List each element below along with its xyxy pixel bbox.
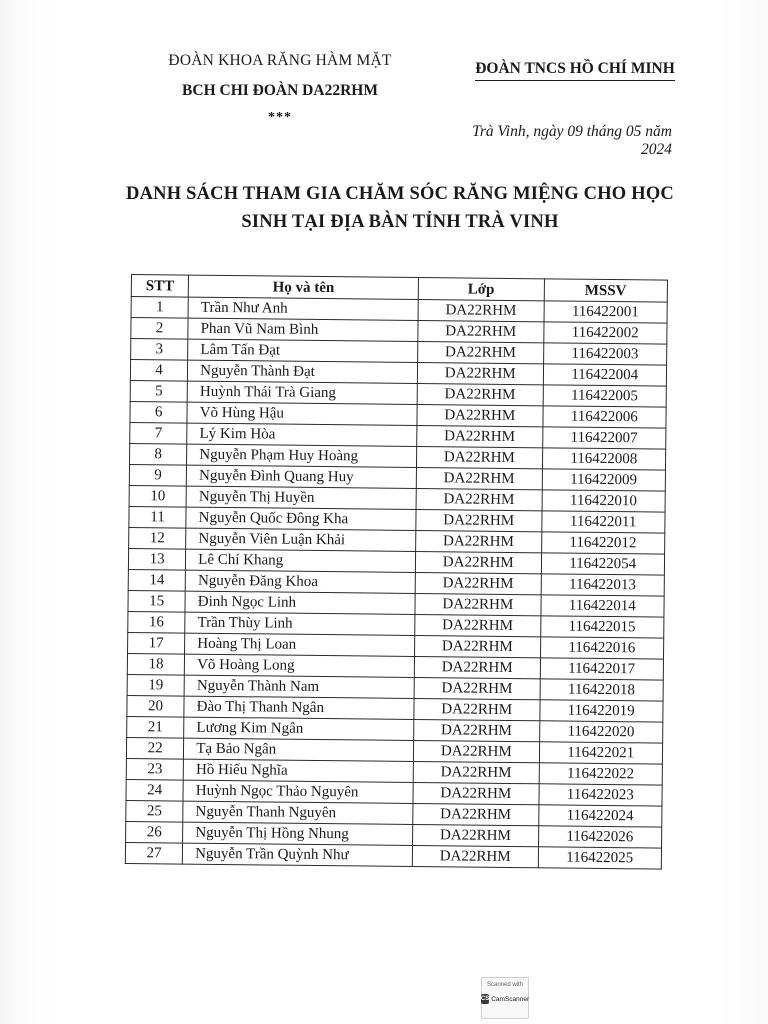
class-code: DA22RHM (415, 572, 541, 594)
class-code: DA22RHM (413, 761, 539, 783)
student-name: Nguyễn Đăng Khoa (185, 570, 415, 593)
class-code: DA22RHM (417, 447, 543, 469)
student-name: Nguyễn Quốc Đông Kha (186, 507, 416, 530)
row-number: 23 (126, 758, 183, 780)
branch-committee-name: BCH CHI ĐOÀN DA22RHM (182, 82, 378, 99)
row-number: 15 (128, 590, 185, 612)
row-number: 7 (130, 422, 187, 444)
student-id: 116422003 (543, 343, 667, 365)
student-name: Nguyễn Thanh Nguyên (183, 801, 413, 824)
student-id: 116422002 (543, 322, 667, 344)
student-id: 116422018 (540, 679, 664, 701)
class-code: DA22RHM (417, 363, 543, 385)
student-name: Đinh Ngọc Linh (185, 591, 415, 614)
class-code: DA22RHM (412, 845, 538, 867)
student-id: 116422004 (543, 364, 667, 386)
row-number: 18 (127, 653, 184, 675)
column-header-student-id: MSSV (544, 279, 668, 302)
row-number: 26 (126, 821, 183, 843)
student-name: Huỳnh Thái Trà Giang (187, 381, 417, 404)
student-id: 116422007 (542, 427, 666, 449)
student-id: 116422009 (542, 469, 666, 491)
student-name: Võ Hoàng Long (185, 654, 415, 677)
student-name: Lý Kim Hòa (187, 423, 417, 446)
title-line-2: SINH TẠI ĐỊA BÀN TỈNH TRÀ VINH (241, 212, 559, 232)
student-name: Nguyễn Thành Đạt (188, 360, 418, 383)
row-number: 27 (125, 842, 182, 864)
row-number: 8 (130, 443, 187, 465)
student-id: 116422019 (539, 700, 663, 722)
student-id: 116422024 (538, 805, 662, 827)
student-id: 116422006 (542, 406, 666, 428)
class-code: DA22RHM (417, 405, 543, 427)
row-number: 12 (129, 527, 186, 549)
student-name: Nguyễn Đình Quang Huy (186, 465, 416, 488)
student-id: 116422021 (539, 742, 663, 764)
student-name: Nguyễn Viên Luận Khải (186, 528, 416, 551)
row-number: 13 (128, 548, 185, 570)
participant-table (125, 274, 668, 870)
student-id: 116422017 (540, 658, 664, 680)
student-name: Lê Chí Khang (186, 549, 416, 572)
student-id: 116422001 (544, 301, 668, 323)
class-code: DA22RHM (414, 719, 540, 741)
class-code: DA22RHM (413, 782, 539, 804)
student-name: Trần Như Anh (188, 297, 418, 320)
student-id: 116422054 (541, 553, 665, 575)
class-code: DA22RHM (418, 342, 544, 364)
youth-union-name: ĐOÀN TNCS HỒ CHÍ MINH (475, 60, 675, 81)
header-left-block (150, 52, 410, 126)
row-number: 24 (126, 779, 183, 801)
row-number: 4 (130, 360, 187, 382)
class-code: DA22RHM (415, 614, 541, 636)
student-name: Phan Vũ Nam Bình (188, 318, 418, 341)
student-name: Tạ Bảo Ngân (184, 738, 414, 761)
title-line-1: DANH SÁCH THAM GIA CHĂM SÓC RĂNG MIỆNG CHO HỌC (126, 184, 674, 204)
row-number: 22 (126, 737, 183, 759)
student-id: 116422014 (540, 595, 664, 617)
class-code: DA22RHM (414, 698, 540, 720)
row-number: 6 (130, 401, 187, 423)
student-id: 116422005 (543, 385, 667, 407)
class-code: DA22RHM (416, 488, 542, 510)
row-number: 9 (129, 464, 186, 486)
student-id: 116422023 (538, 784, 662, 806)
camscanner-watermark (481, 977, 529, 1019)
table-body (125, 297, 667, 870)
row-number: 3 (131, 339, 188, 361)
student-name: Nguyễn Thị Huyền (186, 486, 416, 509)
row-number: 19 (127, 674, 184, 696)
student-name: Đào Thị Thanh Ngân (184, 696, 414, 719)
student-id: 116422012 (541, 532, 665, 554)
student-id: 116422015 (540, 616, 664, 638)
header-right-block (440, 60, 710, 159)
row-number: 2 (131, 318, 188, 340)
row-number: 20 (127, 695, 184, 717)
column-header-name: Họ và tên (188, 275, 418, 299)
class-code: DA22RHM (417, 384, 543, 406)
separator-stars: *** (268, 110, 292, 125)
class-code: DA22RHM (415, 593, 541, 615)
student-id: 116422022 (539, 763, 663, 785)
column-header-stt: STT (131, 275, 188, 298)
student-id: 116422025 (538, 847, 662, 869)
student-name: Hồ Hiếu Nghĩa (183, 759, 413, 782)
camscanner-brand-row (482, 994, 528, 1004)
camscanner-brand-label: CamScanner (491, 995, 530, 1003)
faculty-union-name: ĐOÀN KHOA RĂNG HÀM MẶT (168, 52, 392, 69)
column-header-class: Lớp (418, 278, 544, 301)
class-code: DA22RHM (418, 321, 544, 343)
student-id: 116422016 (540, 637, 664, 659)
student-name: Nguyễn Thị Hồng Nhung (183, 822, 413, 845)
student-id: 116422020 (539, 721, 663, 743)
student-name: Lâm Tấn Đạt (188, 339, 418, 362)
row-number: 17 (128, 632, 185, 654)
scanned-with-label: Scanned with (486, 982, 524, 988)
student-id: 116422008 (542, 448, 666, 470)
class-code: DA22RHM (413, 824, 539, 846)
row-number: 11 (129, 506, 186, 528)
document-date: Trà Vinh, ngày 09 tháng 05 năm 2024 (472, 123, 672, 158)
row-number: 25 (126, 800, 183, 822)
student-name: Võ Hùng Hậu (187, 402, 417, 425)
class-code: DA22RHM (416, 530, 542, 552)
class-code: DA22RHM (416, 468, 542, 490)
class-code: DA22RHM (413, 803, 539, 825)
row-number: 16 (128, 611, 185, 633)
row-number: 5 (130, 380, 187, 402)
student-id: 116422011 (541, 511, 665, 533)
student-name: Lương Kim Ngân (184, 717, 414, 740)
student-name: Nguyễn Thành Nam (184, 675, 414, 698)
class-code: DA22RHM (414, 677, 540, 699)
row-number: 21 (127, 716, 184, 738)
student-name: Huỳnh Ngọc Thảo Nguyên (183, 780, 413, 803)
student-name: Nguyễn Trần Quỳnh Như (183, 843, 413, 866)
class-code: DA22RHM (415, 551, 541, 573)
class-code: DA22RHM (418, 300, 544, 322)
student-name: Hoàng Thị Loan (185, 633, 415, 656)
student-id: 116422026 (538, 826, 662, 848)
student-id: 116422010 (542, 490, 666, 512)
row-number: 1 (131, 297, 188, 319)
student-name: Trần Thùy Linh (185, 612, 415, 635)
document-title (120, 180, 680, 236)
class-code: DA22RHM (413, 740, 539, 762)
camscanner-logo-icon: CS (480, 996, 490, 1002)
class-code: DA22RHM (414, 656, 540, 678)
row-number: 10 (129, 485, 186, 507)
student-id: 116422013 (541, 574, 665, 596)
class-code: DA22RHM (417, 426, 543, 448)
student-name: Nguyễn Phạm Huy Hoàng (187, 444, 417, 467)
row-number: 14 (128, 569, 185, 591)
class-code: DA22RHM (415, 635, 541, 657)
class-code: DA22RHM (416, 509, 542, 531)
